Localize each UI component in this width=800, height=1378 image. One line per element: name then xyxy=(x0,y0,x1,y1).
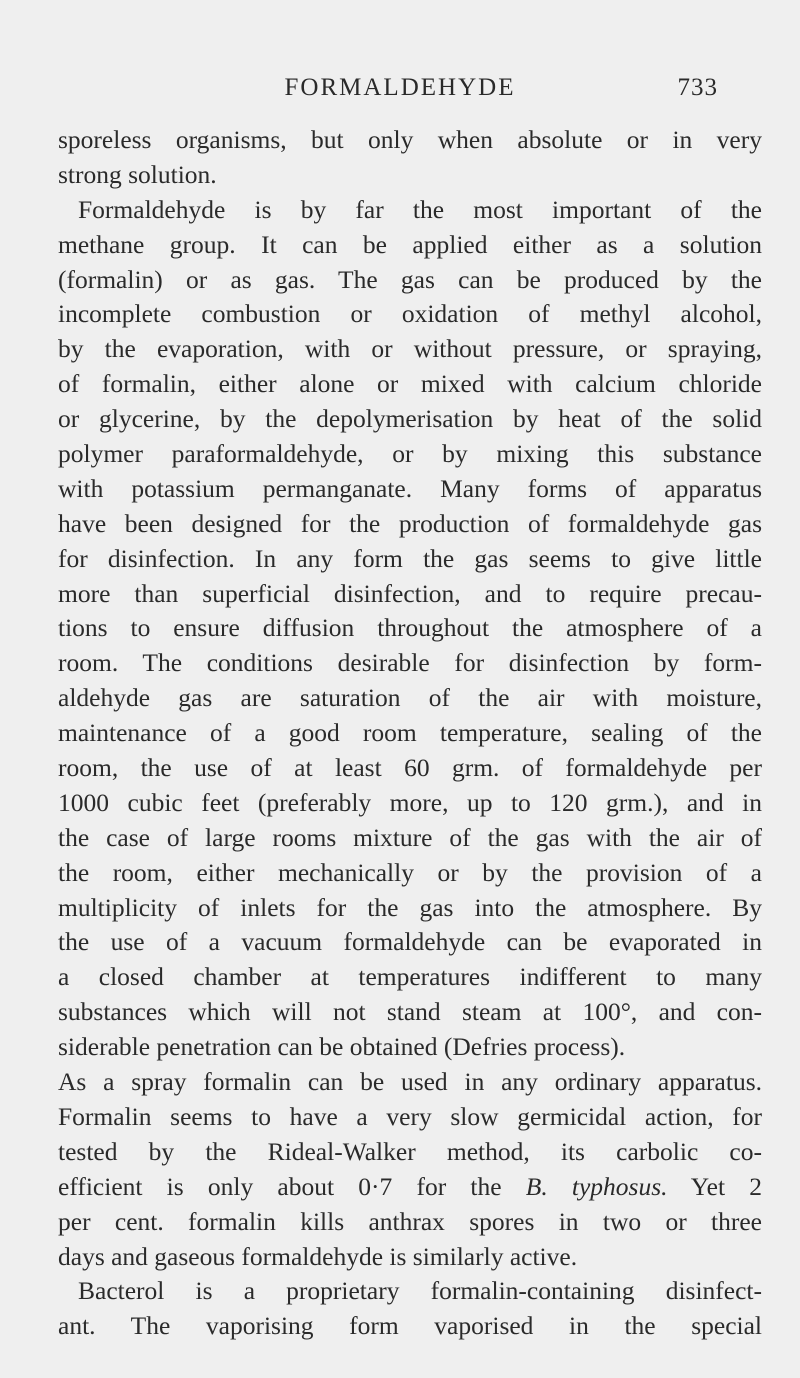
text-line: the case of large rooms mixture of the gas with the air of xyxy=(58,822,762,852)
text-line: methane group. It can be applied either as a solution xyxy=(58,229,762,259)
text-line: Formaldehyde is by far the most important of the xyxy=(78,194,762,224)
text-line: days and gaseous formaldehyde is similarly active. xyxy=(58,1241,578,1271)
text-segment: efficient is only about 0·7 for the xyxy=(58,1171,526,1201)
text-line: (formalin) or as gas. The gas can be produced by the xyxy=(58,264,762,294)
text-line: sporeless organisms, but only when absolute or in very xyxy=(58,125,762,154)
text-line: strong solution. xyxy=(58,159,217,189)
text-line: 1000 cubic feet (preferably more, up to 120 grm.), and in xyxy=(58,787,762,817)
text-line xyxy=(58,1170,762,1205)
text-line: As a spray formalin can be used in any ordinary apparatus. xyxy=(58,1067,762,1097)
text-line: incomplete combustion or oxidation of methyl alcohol, xyxy=(58,299,762,329)
page-number: 733 xyxy=(677,74,718,101)
text-line: maintenance of a good room temperature, sealing of the xyxy=(58,718,762,748)
text-line: a closed chamber at temperatures indifferent to many xyxy=(58,962,762,992)
text-line: tested by the Rideal-Walker method, its carbolic co- xyxy=(58,1136,762,1166)
body-text xyxy=(58,123,762,1344)
text-line: the room, either mechanically or by the provision of a xyxy=(58,857,762,887)
text-line: have been designed for the production of formaldehyde gas xyxy=(58,508,762,538)
text-line: the use of a vacuum formaldehyde can be evaporated in xyxy=(58,927,762,957)
text-segment: Yet 2 xyxy=(667,1171,762,1201)
running-title: FORMALDEHYDE xyxy=(284,74,516,101)
running-head xyxy=(0,74,800,108)
text-line: multiplicity of inlets for the gas into the atmosphere. By xyxy=(58,892,762,922)
text-line: tions to ensure diffusion throughout the atmosphere of a xyxy=(58,613,762,643)
text-line: of formalin, either alone or mixed with calcium chloride xyxy=(58,369,762,399)
text-line: polymer paraformaldehyde, or by mixing this substance xyxy=(58,439,762,469)
text-line: more than superficial disinfection, and to require precau- xyxy=(58,578,762,608)
italic-species-name: B. typhosus. xyxy=(525,1171,668,1201)
text-line: Bacterol is a proprietary formalin-containing disinfect- xyxy=(78,1276,762,1306)
text-line: Formalin seems to have a very slow germicidal action, for xyxy=(58,1101,762,1131)
text-line: substances which will not stand steam at 100°, and con- xyxy=(58,997,762,1027)
text-line: per cent. formalin kills anthrax spores in two or three xyxy=(58,1206,762,1236)
text-line: or glycerine, by the depolymerisation by heat of the solid xyxy=(58,404,762,434)
text-line: room, the use of at least 60 grm. of formaldehyde per xyxy=(58,753,762,783)
text-line: ant. The vaporising form vaporised in the special xyxy=(58,1311,762,1341)
text-line: room. The conditions desirable for disinfection by form- xyxy=(58,648,762,678)
text-line: with potassium permanganate. Many forms of apparatus xyxy=(58,473,762,503)
text-line: for disinfection. In any form the gas seems to give little xyxy=(58,543,762,573)
text-line: aldehyde gas are saturation of the air with moisture, xyxy=(58,683,762,713)
text-line: by the evaporation, with or without pressure, or spraying, xyxy=(58,334,762,364)
text-line: siderable penetration can be obtained (Defries process). xyxy=(58,1032,626,1062)
